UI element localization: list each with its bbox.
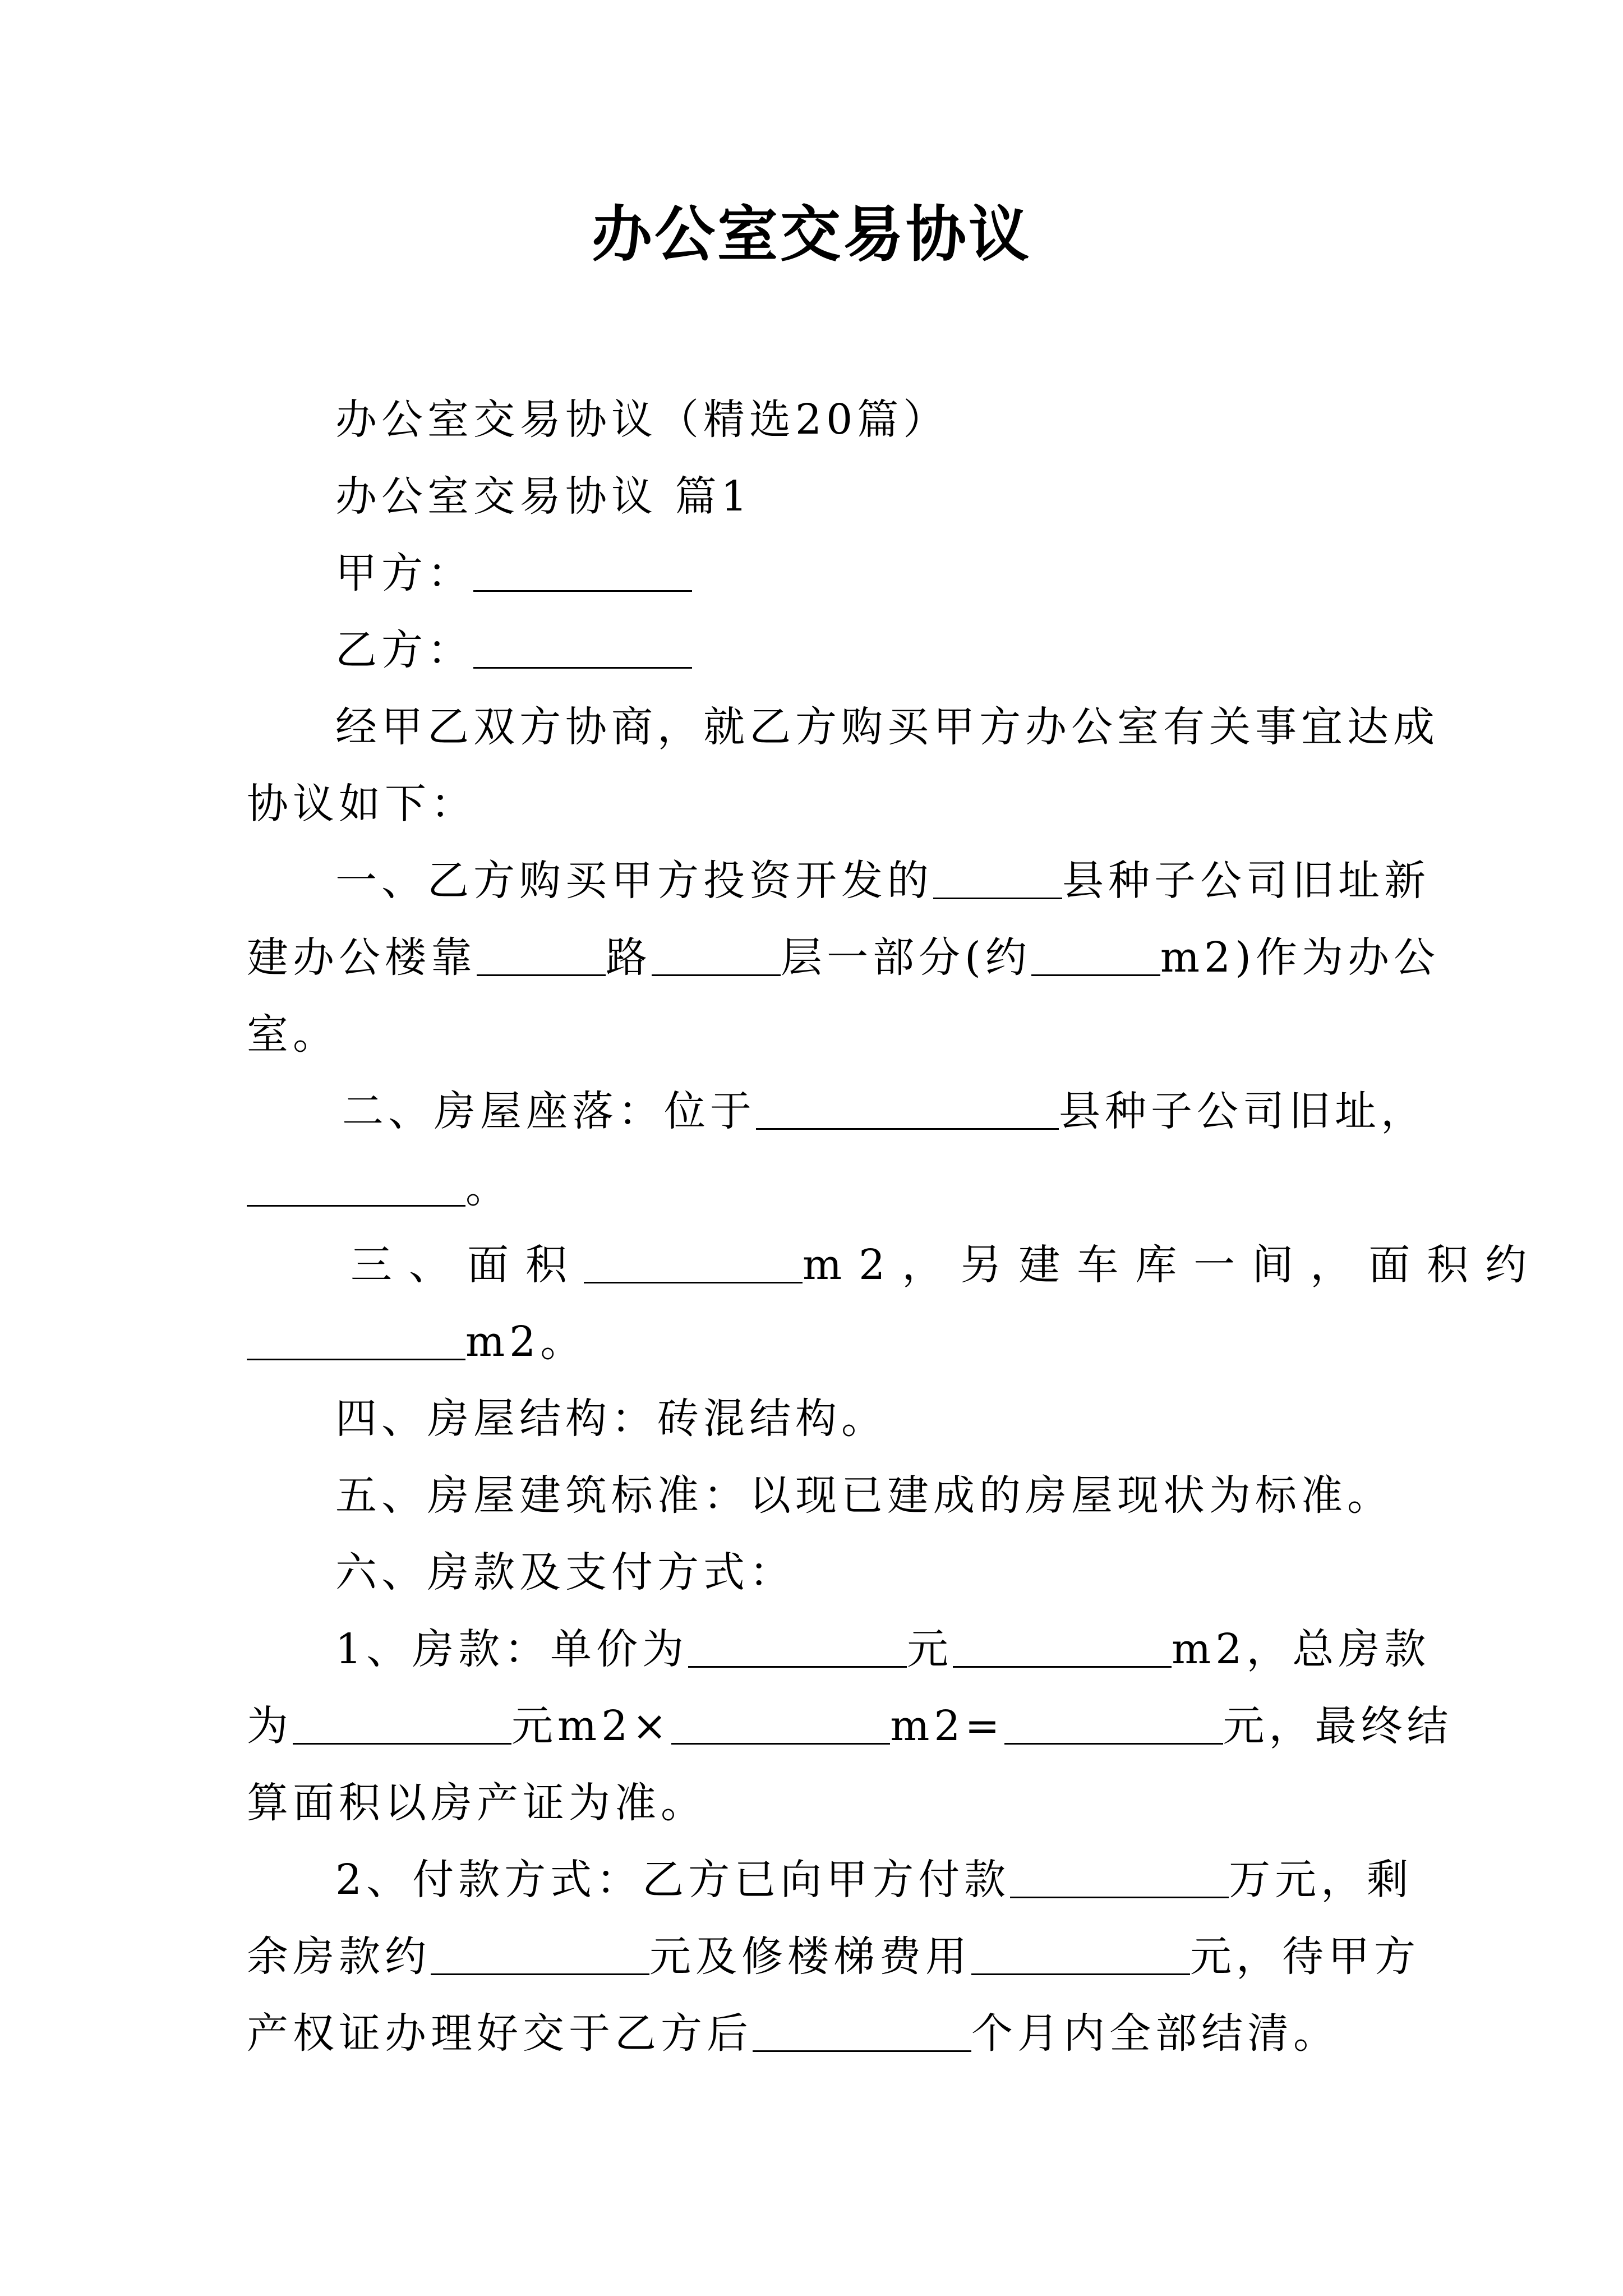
clause-6-2-text: 万元，剩 [1229, 1856, 1413, 1904]
clause-1-text: m2)作为办公 [1160, 933, 1440, 982]
clause-1-text: 县种子公司旧址新 [1062, 857, 1430, 905]
section-heading-text: 办公室交易协议 篇1 [335, 472, 752, 521]
party-a-line [247, 535, 1391, 612]
clause-6-2-text: 2、付款方式：乙方已向甲方付款 [335, 1856, 1011, 1904]
clause-1-line-1 [247, 843, 1430, 919]
subtitle-line [247, 381, 1391, 458]
clause-6-1-text: m2= [890, 1702, 1004, 1750]
party-a-label: 甲方： [335, 549, 473, 597]
clause-6-2-text: 产权证办理好交于乙方后 [247, 2009, 753, 2058]
clause-1-text: 路 [606, 933, 652, 982]
address-blank [247, 1167, 465, 1207]
clause-6-2-text: 余房款约 [247, 1932, 431, 1981]
clause-1-text: 层一部分(约 [781, 933, 1031, 982]
clause-6-2-line-1 [247, 1842, 1413, 1918]
intro-line-2 [247, 766, 1391, 843]
clause-1-line-3 [247, 996, 1391, 1073]
total-price-blank [1004, 1705, 1223, 1745]
clause-2-line-1 [247, 1073, 1427, 1150]
clause-1-text: 建办公楼靠 [247, 933, 477, 982]
clause-6-1-text: m2，总房款 [1172, 1625, 1431, 1673]
price-blank [293, 1705, 511, 1745]
clause-6-2-text: 元，待甲方 [1190, 1932, 1420, 1981]
clause-1-text: 室。 [247, 1010, 339, 1059]
remaining-amount-blank [431, 1935, 649, 1975]
clause-6-1-text: 算面积以房产证为准。 [247, 1779, 707, 1827]
clause-6-1-line-2 [247, 1688, 1453, 1765]
clause-6-1-line-3 [247, 1765, 1391, 1842]
clause-2-line-2 [247, 1150, 1391, 1227]
clause-6-1-text: 元m2× [511, 1702, 672, 1750]
intro-text-1: 经甲乙双方协商，就乙方购买甲方办公室有关事宜达成 [335, 703, 1439, 751]
clause-3-line-1 [247, 1227, 1544, 1304]
garage-area-blank [247, 1320, 465, 1360]
party-a-blank [473, 552, 692, 592]
party-b-blank [473, 629, 692, 669]
building-area-blank [584, 1244, 803, 1283]
clause-6-2-line-3 [247, 1995, 1391, 2072]
area-blank [1031, 936, 1160, 976]
clause-6-1-text: 为 [247, 1702, 293, 1750]
party-b-label: 乙方： [335, 626, 473, 674]
clause-3-text: m2，另建车库一间，面积约 [803, 1241, 1544, 1289]
clause-1-line-2 [247, 919, 1440, 996]
clause-5-text: 五、房屋建筑标准：以现已建成的房屋现状为标准。 [335, 1471, 1393, 1520]
road-blank [477, 936, 606, 976]
clause-6-line [247, 1534, 1391, 1611]
clause-6-2-line-2 [247, 1918, 1420, 1995]
clause-3-text: 三、面积 [351, 1241, 584, 1289]
clause-6-1-line-1 [247, 1611, 1431, 1688]
clause-4-line [247, 1381, 1391, 1457]
unit-price-blank [688, 1628, 907, 1668]
clause-2-text: 。 [465, 1164, 511, 1212]
county-blank [933, 859, 1062, 899]
months-blank [753, 2012, 971, 2052]
area-multiplier-blank [671, 1705, 890, 1745]
clause-3-line-2 [247, 1304, 1391, 1381]
subtitle-text: 办公室交易协议（精选20篇） [335, 395, 949, 444]
party-b-line [247, 612, 1391, 689]
clause-6-text: 六、房款及支付方式： [335, 1548, 795, 1596]
document-body [247, 381, 1544, 2072]
clause-6-2-text: 元及修楼梯费用 [649, 1932, 971, 1981]
paid-amount-blank [1010, 1858, 1229, 1898]
floor-blank [652, 936, 781, 976]
clause-1-text: 一、乙方购买甲方投资开发的 [335, 857, 933, 905]
section-heading-line [247, 458, 1391, 535]
per-area-blank [953, 1628, 1172, 1668]
intro-line-1 [247, 689, 1439, 766]
stair-fee-blank [971, 1935, 1190, 1975]
location-blank [756, 1090, 1059, 1130]
intro-text-2: 协议如下： [247, 780, 477, 828]
clause-4-text: 四、房屋结构：砖混结构。 [335, 1395, 887, 1443]
clause-5-line [247, 1457, 1391, 1534]
clause-2-text: 二、房屋座落：位于 [342, 1087, 756, 1135]
clause-3-text: m2。 [465, 1318, 587, 1366]
clause-6-1-text: 1、房款：单价为 [335, 1625, 689, 1673]
clause-6-1-text: 元，最终结 [1223, 1702, 1453, 1750]
clause-6-1-text: 元 [907, 1625, 953, 1673]
clause-6-2-text: 个月内全部结清。 [971, 2009, 1339, 2058]
clause-2-text: 县种子公司旧址， [1059, 1087, 1427, 1135]
document-title: 办公室交易协议 [591, 199, 1031, 270]
